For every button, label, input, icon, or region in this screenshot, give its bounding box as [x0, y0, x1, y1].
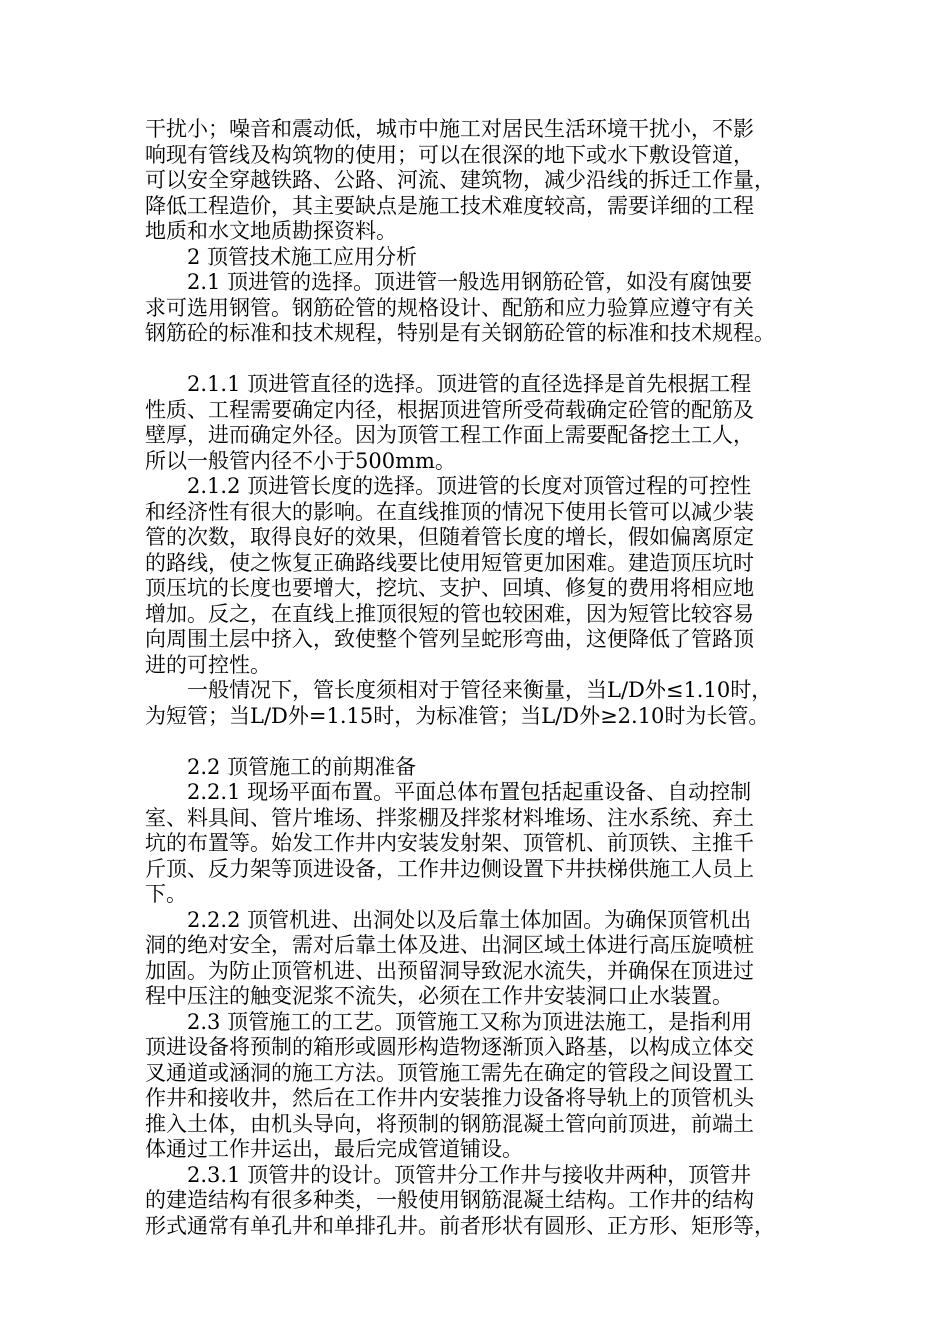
- text-line: 降低工程造价，其主要缺点是施工技术难度较高，需要详细的工程: [145, 193, 754, 218]
- text-line: 干扰小；噪音和震动低，城市中施工对居民生活环境干扰小，不影: [145, 117, 754, 141]
- text-line: 室、料具间、管片堆场、拌浆棚及拌浆材料堆场、注水系统、弃土: [145, 805, 754, 830]
- text-line: 地质和水文地质勘探资料。: [145, 219, 397, 243]
- text-line: 和经济性有很大的影响。在直线推顶的情况下使用长管可以减少装: [145, 499, 754, 524]
- text-line: 求可选用钢管。钢筋砼管的规格设计、配筋和应力验算应遵守有关: [145, 295, 754, 320]
- text-line: 顶进设备将预制的箱形或圆形构造物逐渐顶入路基，以构成立体交: [145, 1035, 754, 1059]
- text-line: 2.2 顶管施工的前期准备: [187, 754, 417, 779]
- text-line: 洞的绝对安全，需对后靠土体及进、出洞区域土体进行高压旋喷桩: [145, 933, 754, 957]
- text-line: 增加。反之，在直线上推顶很短的管也较困难，因为短管比较容易: [145, 601, 754, 626]
- text-line: 顶压坑的长度也要增大，挖坑、支护、回填、修复的费用将相应地: [145, 576, 754, 600]
- text-line: 形式通常有单孔井和单排孔井。前者形状有圆形、正方形、矩形等，: [145, 1213, 775, 1238]
- text-line: 叉通道或涵洞的施工方法。顶管施工需先在确定的管段之间设置工: [145, 1060, 754, 1085]
- text-line: 管的次数，取得良好的效果，但随着管长度的增长，假如偏离原定: [145, 525, 754, 549]
- text-line: 加固。为防止顶管机进、出预留洞导致泥水流失，并确保在顶进过: [145, 958, 754, 983]
- text-line: 斤顶、反力架等顶进设备，工作井边侧设置下井扶梯供施工人员上: [145, 856, 754, 881]
- text-line: 所以一般管内径不小于500mm。: [145, 448, 456, 473]
- text-line: 体通过工作井运出，最后完成管道铺设。: [145, 1137, 523, 1161]
- text-line: 推入土体，由机头导向，将预制的钢筋混凝土管向前顶进，前端土: [145, 1111, 754, 1136]
- text-line: 程中压注的触变泥浆不流失，必须在工作井安装洞口止水装置。: [145, 984, 733, 1008]
- text-line: 2.3.1 顶管井的设计。顶管井分工作井与接收井两种，顶管井: [187, 1162, 752, 1187]
- text-line: 响现有管线及构筑物的使用；可以在很深的地下或水下敷设管道，: [145, 142, 754, 167]
- text-line: 可以安全穿越铁路、公路、河流、建筑物，减少沿线的拆迁工作量，: [145, 168, 775, 192]
- text-line: 2.1.1 顶进管直径的选择。顶进管的直径选择是首先根据工程: [187, 372, 752, 396]
- blank-line: [145, 729, 805, 755]
- text-line: 2 顶管技术施工应用分析: [187, 244, 418, 269]
- text-line: 下。: [145, 882, 187, 906]
- text-line: 性质、工程需要确定内径，根据顶进管所受荷载确定砼管的配筋及: [145, 397, 754, 422]
- text-line: 坑的布置等。始发工作井内安装发射架、顶管机、前顶铁、主推千: [145, 831, 754, 855]
- blank-line: [145, 347, 805, 373]
- text-line: 壁厚，进而确定外径。因为顶管工程工作面上需要配备挖土工人，: [145, 423, 754, 447]
- text-line: 向周围土层中挤入，致使整个管列呈蛇形弯曲，这便降低了管路顶: [145, 627, 754, 651]
- document-body: [145, 117, 805, 1239]
- text-line: 钢筋砼的标准和技术规程，特别是有关钢筋砼管的标准和技术规程。: [145, 321, 775, 345]
- text-line: 的建造结构有很多种类，一般使用钢筋混凝土结构。工作井的结构: [145, 1188, 754, 1212]
- text-line: 2.2.2 顶管机进、出洞处以及后靠土体加固。为确保顶管机出: [187, 907, 752, 932]
- text-line: 一般情况下，管长度须相对于管径来衡量，当L/D外≤1.10时，: [187, 678, 773, 702]
- text-line: 2.1 顶进管的选择。顶进管一般选用钢筋砼管，如没有腐蚀要: [187, 270, 753, 294]
- text-line: 2.2.1 现场平面布置。平面总体布置包括起重设备、自动控制: [187, 780, 752, 804]
- text-line: 作井和接收井，然后在工作井内安装推力设备将导轨上的顶管机头: [145, 1086, 754, 1110]
- text-line: 的路线，使之恢复正确路线要比使用短管更加困难。建造顶压坑时: [145, 550, 754, 575]
- text-line: 进的可控性。: [145, 652, 271, 677]
- text-line: 为短管；当L/D外=1.15时，为标准管；当L/D外≥2.10时为长管。: [145, 703, 770, 728]
- text-line: 2.1.2 顶进管长度的选择。顶进管的长度对顶管过程的可控性: [187, 474, 752, 498]
- text-line: 2.3 顶管施工的工艺。顶管施工又称为顶进法施工，是指利用: [187, 1009, 753, 1034]
